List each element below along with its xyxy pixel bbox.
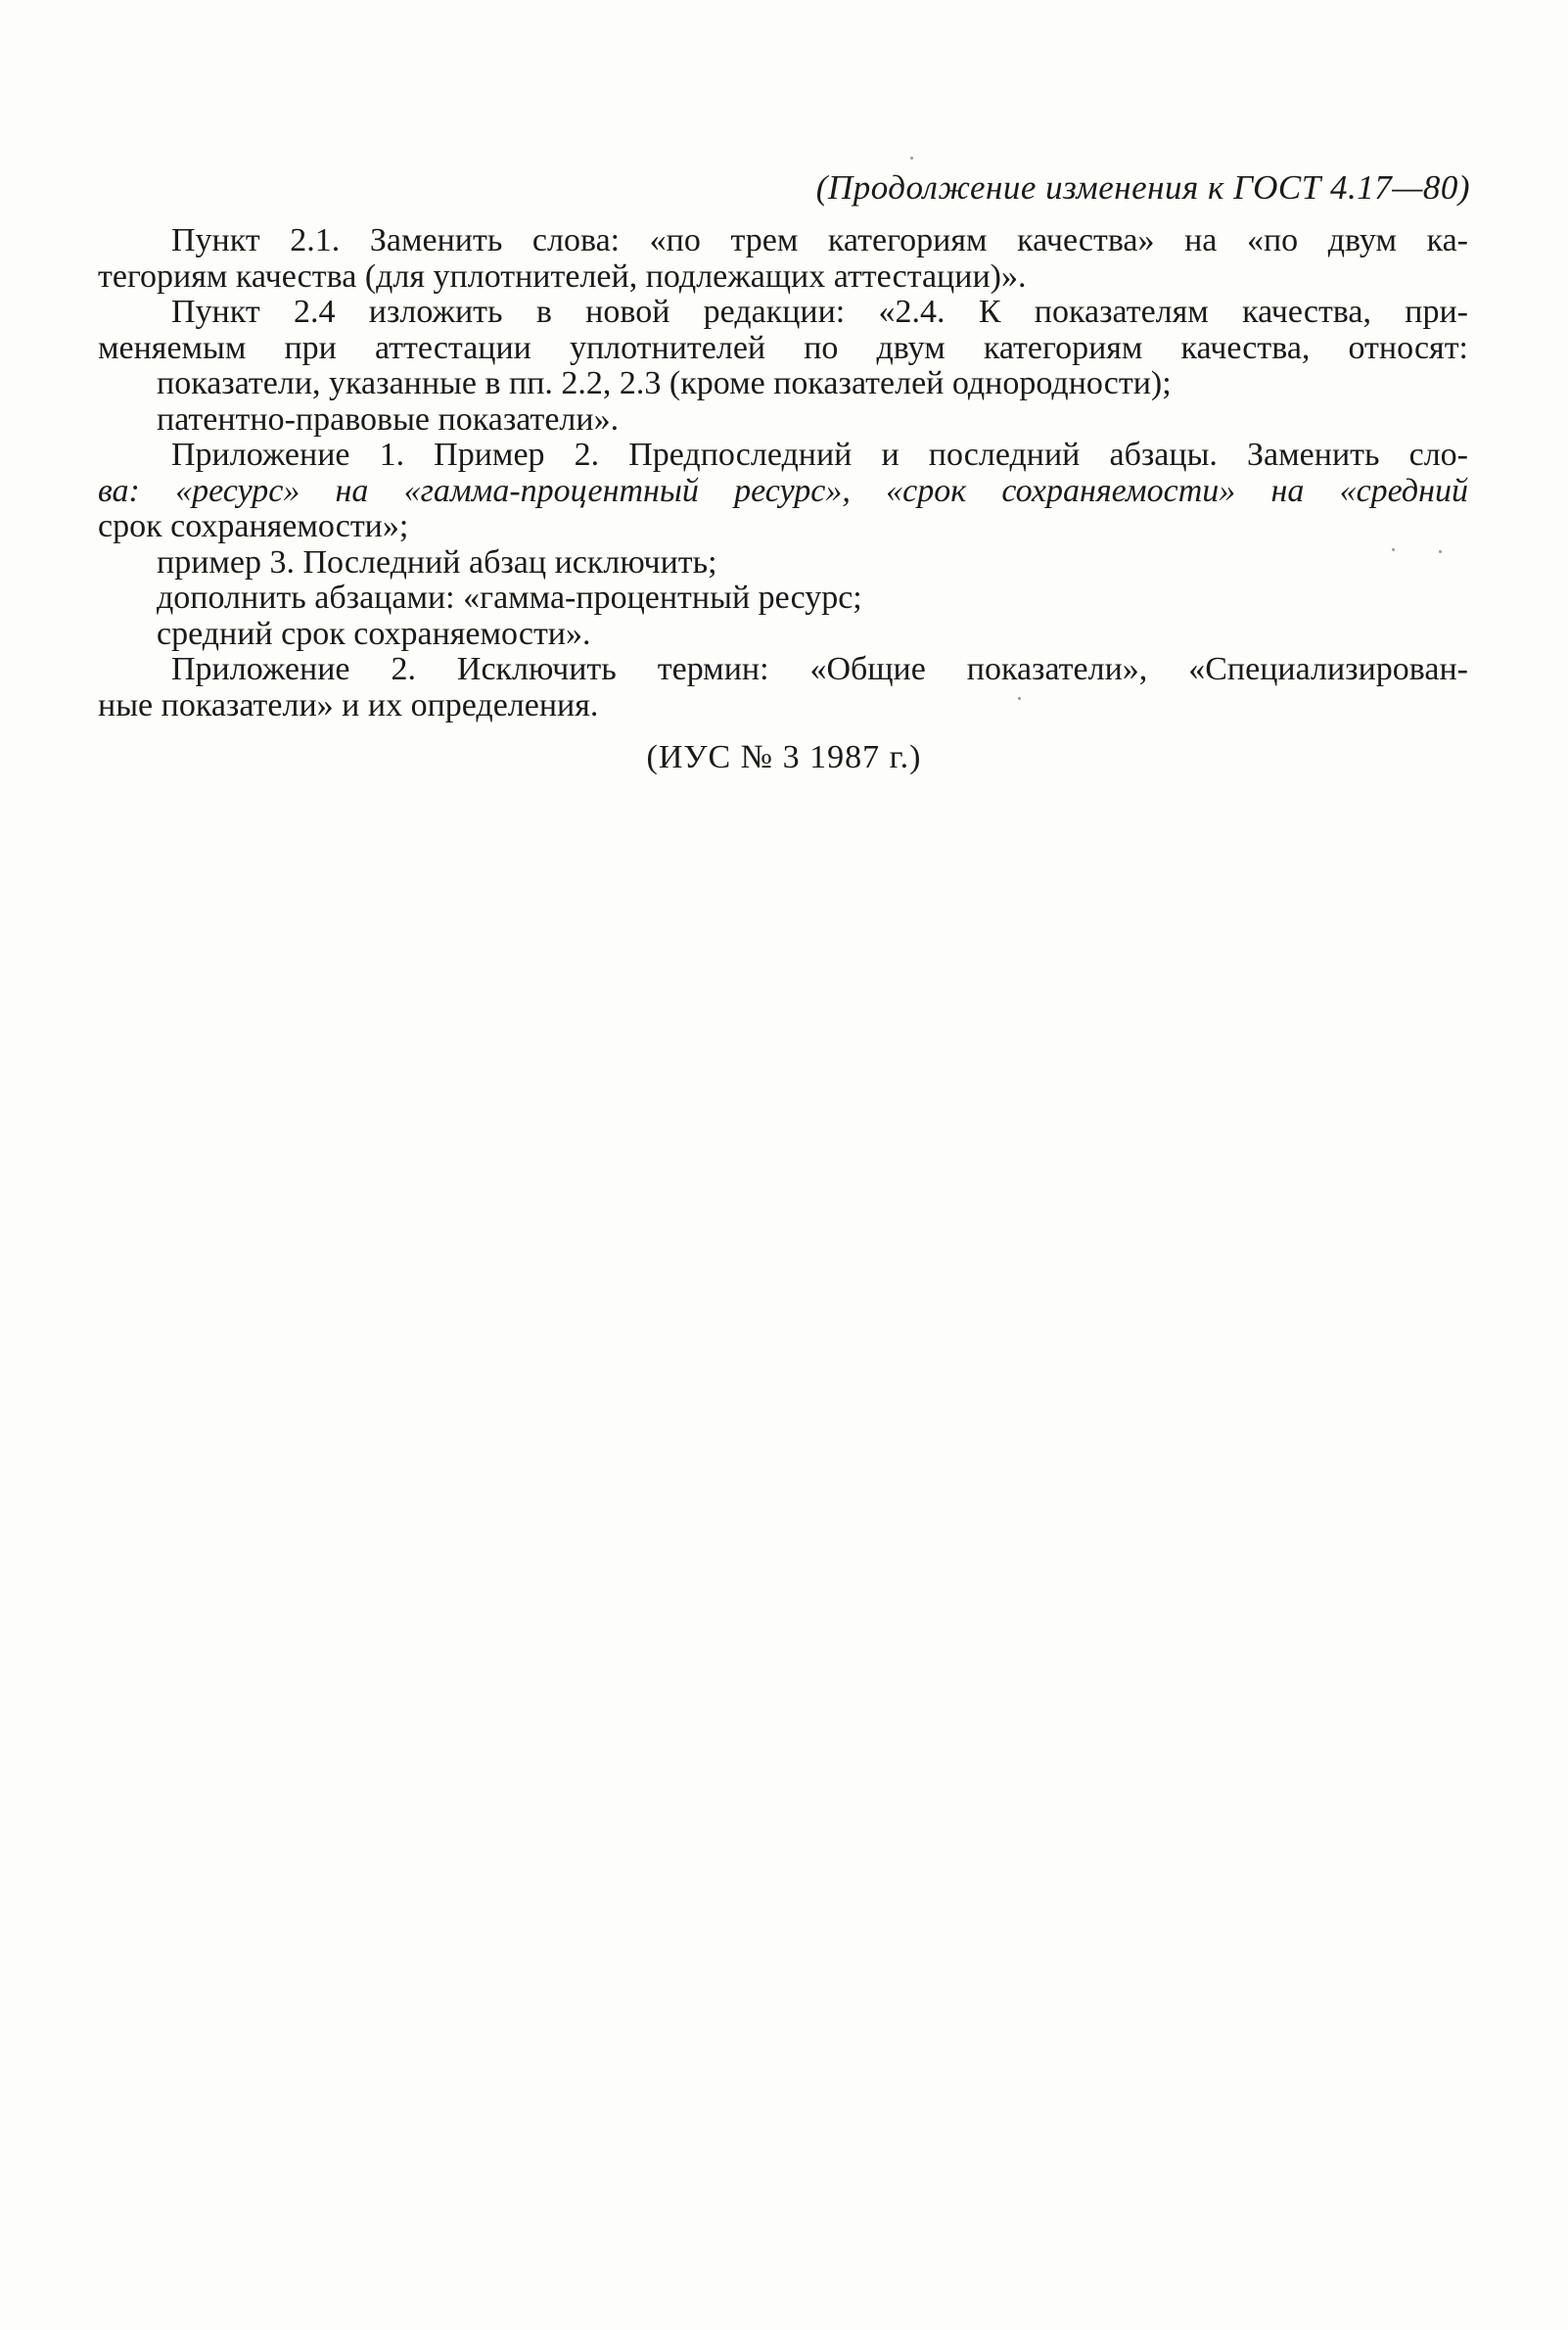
document-body bbox=[98, 223, 1468, 723]
scan-speck bbox=[1018, 697, 1021, 700]
paragraph-line: показатели, указанные в пп. 2.2, 2.3 (кроме показателей однородности); bbox=[157, 366, 1172, 401]
scan-speck bbox=[1392, 548, 1395, 551]
scan-speck bbox=[910, 157, 913, 160]
paragraph-line: Приложение 1. Пример 2. Предпоследний и последний абзацы. Заменить сло- bbox=[171, 438, 1468, 473]
paragraph-line: тегориям качества (для уплотнителей, подлежащих аттестации)». bbox=[98, 258, 1027, 295]
paragraph-line: Пункт 2.1. Заменить слова: «по трем категориям качества» на «по двум ка- bbox=[171, 223, 1468, 258]
paragraph-line: Пункт 2.4 изложить в новой редакции: «2.4. К показателям качества, при- bbox=[171, 295, 1468, 330]
paragraph-line: ные показатели» и их определения. bbox=[98, 687, 599, 723]
paragraph-line: срок сохраняемости»; bbox=[98, 509, 409, 544]
paragraph-line: патентно-правовые показатели». bbox=[157, 401, 620, 438]
paragraph-line: пример 3. Последний абзац исключить; bbox=[157, 544, 717, 581]
paragraph-line: дополнить абзацами: «гамма-процентный ресурс; bbox=[157, 581, 862, 616]
paragraph-line: средний срок сохраняемости». bbox=[157, 616, 591, 652]
scan-speck bbox=[1439, 550, 1442, 553]
paragraph-line: Приложение 2. Исключить термин: «Общие показатели», «Специализирован- bbox=[171, 652, 1468, 687]
paragraph-line: ва: «ресурс» на «гамма-процентный ресурс», «срок сохраняемости» на «средний bbox=[98, 473, 1468, 509]
continuation-note: (Продолжение изменения к ГОСТ 4.17—80) bbox=[815, 168, 1470, 207]
paragraph-line: меняемым при аттестации уплотнителей по двум категориям качества, относят: bbox=[98, 330, 1468, 366]
source-reference: (ИУС № 3 1987 г.) bbox=[646, 739, 922, 775]
